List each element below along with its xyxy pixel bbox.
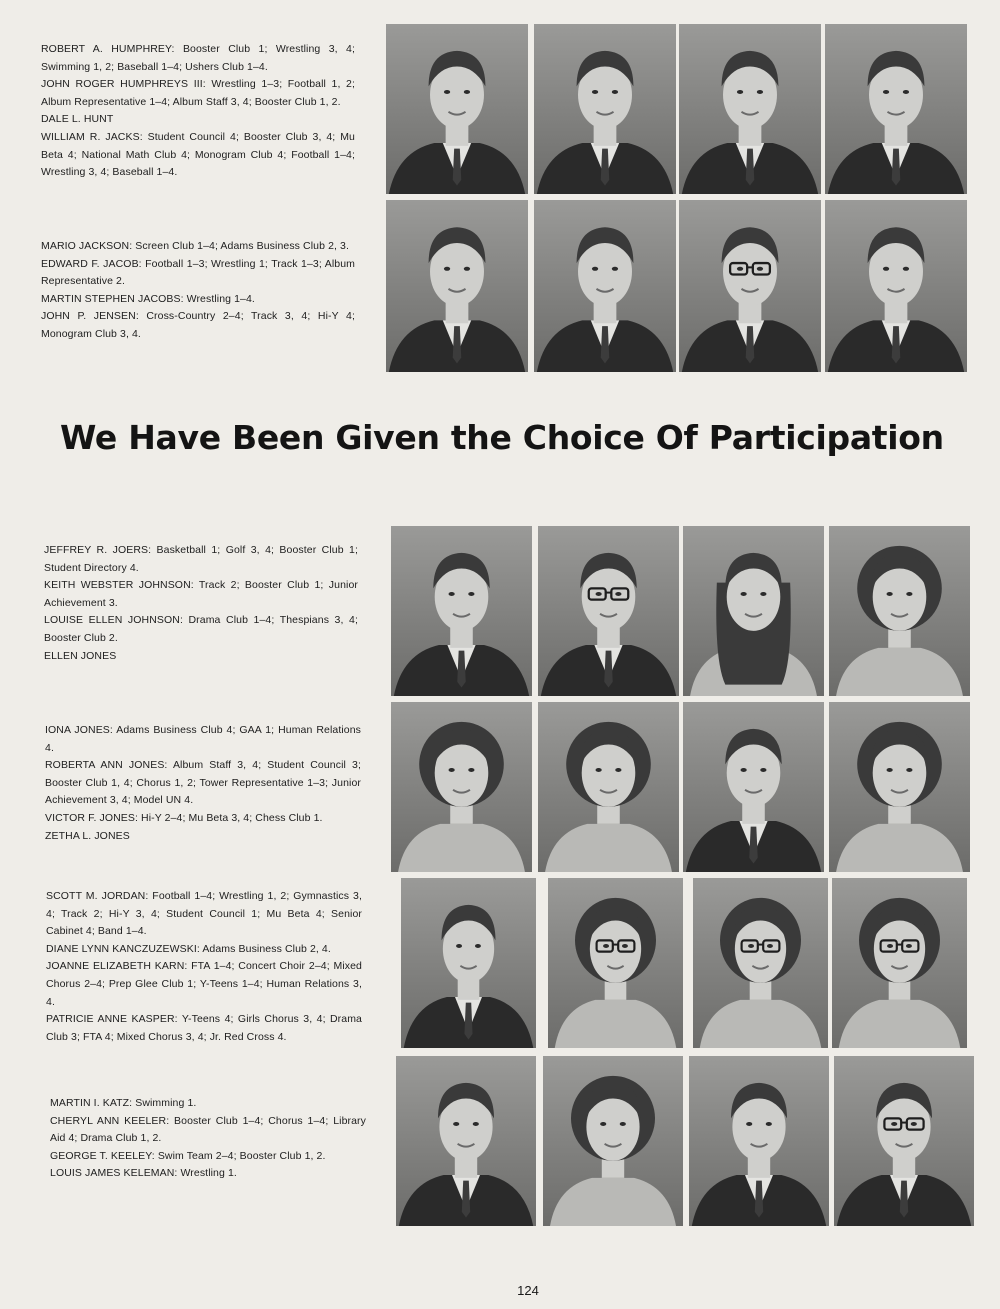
student-portrait bbox=[825, 200, 967, 372]
student-entry: KEITH WEBSTER JOHNSON: Track 2; Booster Club 1; Junior Achievement 3. bbox=[44, 579, 358, 609]
student-portrait bbox=[834, 1056, 974, 1226]
student-entry: DALE L. HUNT bbox=[41, 113, 114, 126]
student-entry: ZETHA L. JONES bbox=[45, 829, 130, 842]
student-entry: EDWARD F. JACOB: Football 1–3; Wrestling 1; Track 1–3; Album Representative 2. bbox=[41, 257, 355, 288]
student-entry: MARTIN STEPHEN JACOBS: Wrestling 1–4. bbox=[41, 292, 255, 305]
student-entry: LOUIS JAMES KELEMAN: Wrestling 1. bbox=[50, 1167, 237, 1180]
student-portrait bbox=[386, 24, 528, 194]
student-portrait bbox=[391, 526, 532, 696]
student-portrait bbox=[538, 702, 679, 872]
student-portrait bbox=[832, 878, 967, 1048]
caption-group-6 bbox=[50, 1095, 366, 1183]
student-portrait bbox=[829, 702, 970, 872]
student-portrait bbox=[683, 526, 824, 696]
student-entry: PATRICIE ANNE KASPER: Y-Teens 4; Girls Chorus 3, 4; Drama Club 3; FTA 4; Mixed Chorus 3, 4; Jr. Red Cross 4. bbox=[46, 1013, 362, 1043]
caption-group-2 bbox=[41, 238, 355, 344]
student-portrait bbox=[548, 878, 683, 1048]
student-entry: ROBERTA ANN JONES: Album Staff 3, 4; Student Council 3; Booster Club 1, 4; Chorus 1, 2; Tower Representative 1–3; Junior Achievement 3, 4; Model UN 4. bbox=[45, 759, 361, 807]
page-headline: We Have Been Given the Choice Of Participation bbox=[60, 418, 944, 457]
student-portrait bbox=[386, 200, 528, 372]
caption-group-1 bbox=[41, 41, 355, 182]
student-portrait bbox=[679, 24, 821, 194]
student-portrait bbox=[683, 702, 824, 872]
student-portrait bbox=[679, 200, 821, 372]
student-entry: VICTOR F. JONES: Hi-Y 2–4; Mu Beta 3, 4; Chess Club 1. bbox=[45, 811, 323, 824]
student-entry: JEFFREY R. JOERS: Basketball 1; Golf 3, 4; Booster Club 1; Student Directory 4. bbox=[44, 544, 358, 574]
student-portrait bbox=[689, 1056, 829, 1226]
student-entry: DIANE LYNN KANCZUZEWSKI: Adams Business Club 2, 4. bbox=[46, 942, 331, 955]
caption-group-4 bbox=[45, 722, 361, 845]
student-entry: LOUISE ELLEN JOHNSON: Drama Club 1–4; Thespians 3, 4; Booster Club 2. bbox=[44, 614, 358, 644]
student-entry: JOHN P. JENSEN: Cross-Country 2–4; Track 3, 4; Hi-Y 4; Monogram Club 3, 4. bbox=[41, 310, 355, 340]
student-portrait bbox=[543, 1056, 683, 1226]
student-portrait bbox=[829, 526, 970, 696]
student-entry: CHERYL ANN KEELER: Booster Club 1–4; Chorus 1–4; Library Aid 4; Drama Club 1, 2. bbox=[50, 1114, 366, 1145]
student-entry: JOHN ROGER HUMPHREYS III: Wrestling 1–3; Football 1, 2; Album Representative 1–4; Album Staff 3, 4; Booster Club 1, 2. bbox=[41, 78, 355, 108]
student-entry: GEORGE T. KEELEY: Swim Team 2–4; Booster Club 1, 2. bbox=[50, 1149, 326, 1162]
student-portrait bbox=[401, 878, 536, 1048]
caption-group-3 bbox=[44, 542, 358, 665]
caption-group-5 bbox=[46, 888, 362, 1046]
student-entry: MARIO JACKSON: Screen Club 1–4; Adams Business Club 2, 3. bbox=[41, 240, 349, 252]
student-portrait bbox=[538, 526, 679, 696]
student-portrait bbox=[534, 200, 676, 372]
student-entry: SCOTT M. JORDAN: Football 1–4; Wrestling 1, 2; Gymnastics 3, 4; Track 2; Hi-Y 3, 4; Student Council 1; Mu Beta 4; Senior Cabinet 4; Band 1–4. bbox=[46, 890, 362, 938]
student-entry: ELLEN JONES bbox=[44, 649, 117, 662]
student-entry: IONA JONES: Adams Business Club 4; GAA 1; Human Relations 4. bbox=[45, 724, 361, 754]
student-entry: WILLIAM R. JACKS: Student Council 4; Booster Club 3, 4; Mu Beta 4; National Math Club 4; Monogram Club 4; Football 1–4; Wrestling 3, 4; Baseball 1–4. bbox=[41, 130, 355, 179]
student-portrait bbox=[825, 24, 967, 194]
student-entry: JOANNE ELIZABETH KARN: FTA 1–4; Concert Choir 2–4; Mixed Chorus 2–4; Prep Glee Club 1; Y-Teens 1–4; Human Relations 3, 4. bbox=[46, 960, 362, 1008]
student-portrait bbox=[396, 1056, 536, 1226]
student-entry: MARTIN I. KATZ: Swimming 1. bbox=[50, 1097, 197, 1109]
student-portrait bbox=[534, 24, 676, 194]
student-portrait bbox=[391, 702, 532, 872]
student-portrait bbox=[693, 878, 828, 1048]
student-entry: ROBERT A. HUMPHREY: Booster Club 1; Wrestling 3, 4; Swimming 1, 2; Baseball 1–4; Ushers Club 1–4. bbox=[41, 43, 355, 73]
page-number: 124 bbox=[517, 1283, 539, 1298]
